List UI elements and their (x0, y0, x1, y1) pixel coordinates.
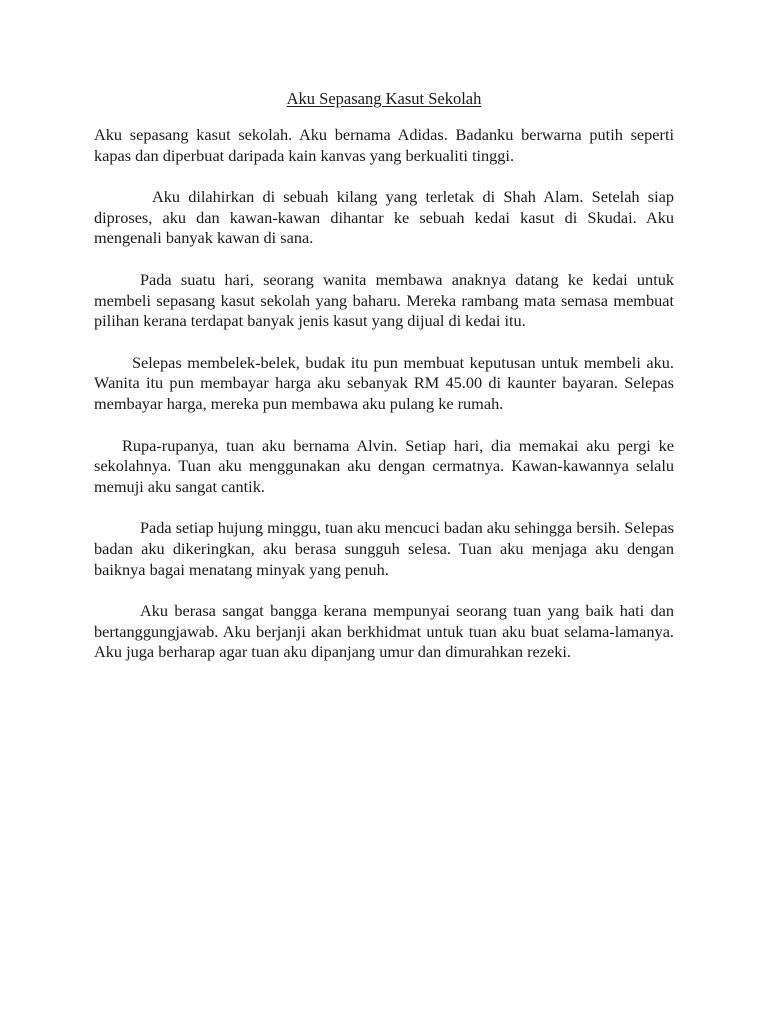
paragraph-6: Pada setiap hujung minggu, tuan aku mencuci badan aku sehingga bersih. Selepas badan aku dikeringkan, aku berasa sungguh selesa. Tuan aku menjaga aku dengan baiknya bagai menatang minyak yang penuh. (94, 518, 674, 579)
paragraph-5: Rupa-rupanya, tuan aku bernama Alvin. Setiap hari, dia memakai aku pergi ke sekolahnya. Tuan aku menggunakan aku dengan cermatnya. Kawan-kawannya selalu memuji aku sangat cantik. (94, 435, 674, 496)
document-title: Aku Sepasang Kasut Sekolah (286, 89, 482, 108)
paragraph-4: Selepas membelek-belek, budak itu pun membuat keputusan untuk membeli aku. Wanita itu pun membayar harga aku sebanyak RM 45.00 di kaunter bayaran. Selepas membayar harga, mereka pun membawa aku pulang ke rumah. (94, 352, 674, 413)
paragraph-3: Pada suatu hari, seorang wanita membawa anaknya datang ke kedai untuk membeli sepasang kasut sekolah yang baharu. Mereka rambang mata semasa membuat pilihan kerana terdapat banyak jenis kasut yang dijual di kedai itu. (94, 269, 674, 331)
paragraph-7: Aku berasa sangat bangga kerana mempunyai seorang tuan yang baik hati dan bertanggungjawab. Aku berjanji akan berkhidmat untuk tuan aku buat selama-lamanya. Aku juga berharap agar tuan aku dipanjang umur dan dimurahkan rezeki. (94, 601, 674, 662)
document-page (94, 88, 674, 684)
paragraph-1: Aku sepasang kasut sekolah. Aku bernama Adidas. Badanku berwarna putih seperti kapas dan diperbuat daripada kain kanvas yang berkualiti tinggi. (94, 125, 674, 165)
paragraph-2: Aku dilahirkan di sebuah kilang yang terletak di Shah Alam. Setelah siap diproses, aku dan kawan-kawan dihantar ke sebuah kedai kasut di Skudai. Aku mengenali banyak kawan di sana. (94, 187, 674, 248)
